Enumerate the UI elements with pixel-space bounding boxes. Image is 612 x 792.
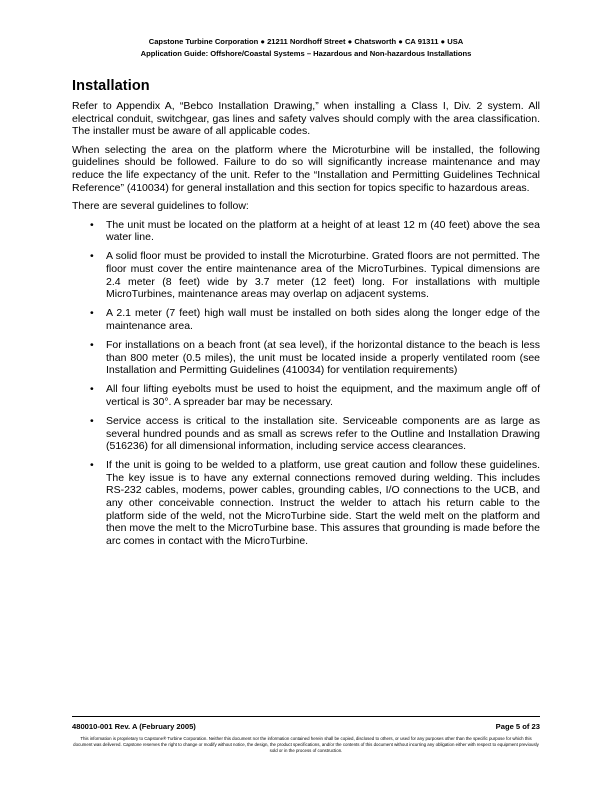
bullet-icon: • (90, 218, 94, 231)
list-item (72, 459, 540, 547)
list-item (72, 307, 540, 332)
list-item-text: A solid floor must be provided to install the Microturbine. Grated floors are not permitted. The floor must cover the entire maintenance area of the MicroTurbines. Typical dimensions are 2.4 meter (8 feet) wide by 3.7 meter (12 feet) long. For installations with multiple MicroTurbines, maintenance areas may overlap on adjacent systems. (106, 250, 540, 301)
list-item (72, 250, 540, 300)
list-item-text: If the unit is going to be welded to a platform, use great caution and follow these guidelines. The key issue is to have any external connections removed during welding. This includes RS-232 cables, modems, power cables, grounding cables, I/O connections to the UCB, and any other conceivable connection. Instruct the welder to attach his return cable to the platform side of the weld, not the MicroTurbine side. Start the weld melt on the platform and then move the melt to the MicroTurbine base. This assures that grounding is made before the arc comes in contact with the MicroTurbine. (106, 459, 540, 547)
footer-doc-number: 480010-001 Rev. A (February 2005) (72, 722, 196, 731)
bullet-icon: • (90, 250, 94, 263)
list-item (72, 415, 540, 453)
page-header (72, 36, 540, 59)
footer-proprietary-note: This information is proprietary to Capstone® Turbine Corporation. Neither this document nor the information contained herein shall be copied, disclosed to others, or used for any purposes other than the specific purpose for which this document was delivered. Capstone reserves the right to change or modify without notice, the design, the product specifications, and/or the contents of this document without incurring any obligation either with respect to equipment previously sold or in the process of construction. (73, 736, 539, 754)
list-item-text: For installations on a beach front (at sea level), if the horizontal distance to the beach is less than 800 meter (0.5 miles), the unit must be located inside a properly ventilated room (see Installation and Permitting Guidelines (410034) for ventilation requirements) (106, 339, 540, 377)
bullet-icon: • (90, 307, 94, 320)
footer-divider (72, 716, 540, 717)
list-item (72, 383, 540, 408)
paragraph-appendix-reference: Refer to Appendix A, “Bebco Installation Drawing,” when installing a Class I, Div. 2 system. All electrical conduit, switchgear, gas lines and safety valves should comply with the area classification. The installer must be aware of all applicable codes. (72, 100, 540, 138)
bullet-icon: • (90, 414, 94, 427)
header-company-line: Capstone Turbine Corporation ● 21211 Nordhoff Street ● Chatsworth ● CA 91311 ● USA (148, 37, 464, 46)
list-item-text: All four lifting eyebolts must be used to hoist the equipment, and the maximum angle off of vertical is 30°. A spreader bar may be necessary. (106, 383, 540, 408)
main-content (72, 78, 540, 554)
bullet-icon: • (90, 339, 94, 351)
list-item-text: The unit must be located on the platform at a height of at least 12 m (40 feet) above the sea water line. (106, 218, 540, 244)
list-item-text: Service access is critical to the installation site. Serviceable components are as large as several hundred pounds and as small as screws refer to the Outline and Installation Drawing (516236) for all dimensional information, including service access clearances. (106, 414, 540, 453)
paragraph-guidelines-intro: There are several guidelines to follow: (72, 200, 249, 213)
footer-page-number: Page 5 of 23 (495, 722, 540, 731)
guidelines-list (72, 219, 540, 548)
paragraph-area-selection: When selecting the area on the platform where the Microturbine will be installed, the following guidelines should be followed. Failure to do so will significantly increase maintenance and may reduce the life expectancy of the unit. Refer to the “Installation and Permitting Guidelines Technical Reference” (410034) for general installation and this section for topics specific to hazardous areas. (72, 143, 540, 194)
list-item-text: A 2.1 meter (7 feet) high wall must be installed on both sides along the longer edge of the maintenance area. (106, 307, 540, 332)
section-title: Installation (72, 78, 150, 94)
bullet-icon: • (90, 383, 94, 396)
bullet-icon: • (90, 459, 94, 472)
list-item (72, 339, 540, 377)
header-guide-title: Application Guide: Offshore/Coastal Systems – Hazardous and Non-hazardous Installations (140, 48, 472, 58)
list-item (72, 219, 540, 244)
